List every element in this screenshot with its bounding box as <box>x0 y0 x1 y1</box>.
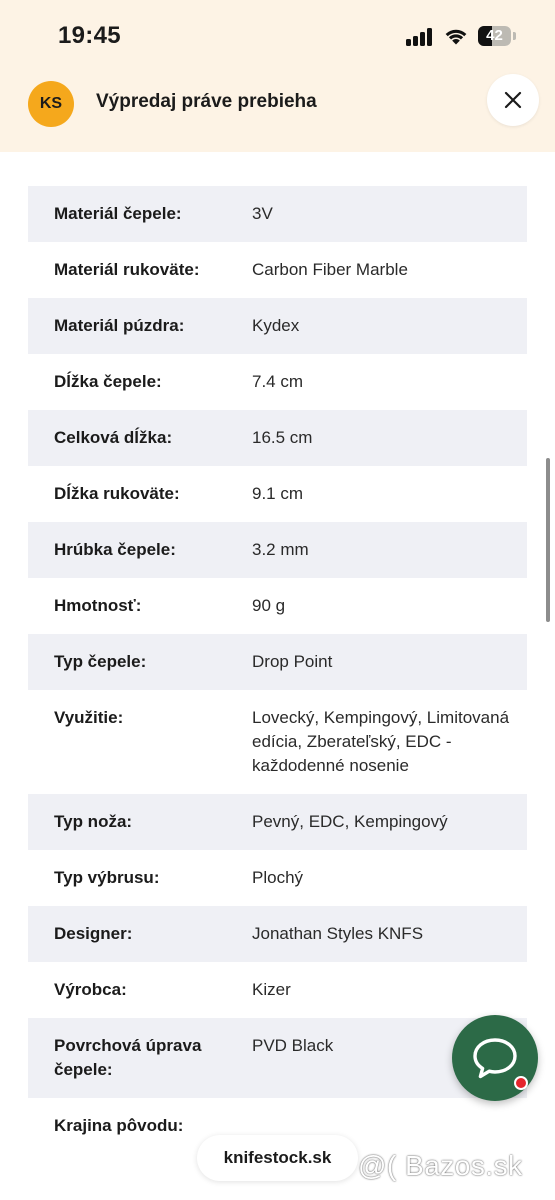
spec-value: 9.1 cm <box>252 484 304 503</box>
spec-row <box>28 690 527 794</box>
page-scrollbar[interactable] <box>546 458 550 622</box>
spec-row <box>28 522 527 578</box>
spec-row <box>28 906 527 962</box>
spec-row <box>28 634 527 690</box>
spec-label: Materiál čepele: <box>54 204 182 223</box>
spec-value: 7.4 cm <box>252 372 304 391</box>
spec-row <box>28 962 527 1018</box>
banner-close-button[interactable] <box>487 74 539 126</box>
spec-label: Celková dĺžka: <box>54 428 173 447</box>
spec-label: Materiál púzdra: <box>54 316 185 335</box>
spec-value: Pevný, EDC, Kempingový <box>252 812 448 831</box>
bazos-watermark: @( Bazos.sk <box>358 1150 523 1181</box>
seller-avatar: KS <box>28 81 74 127</box>
spec-label: Dĺžka rukoväte: <box>54 484 180 503</box>
battery-level: 42 <box>486 27 503 44</box>
status-bar <box>0 0 555 62</box>
spec-value: Kizer <box>252 980 291 999</box>
spec-value: PVD Black <box>252 1036 334 1055</box>
spec-value: Plochý <box>252 868 304 887</box>
spec-label: Krajina pôvodu: <box>54 1116 184 1135</box>
spec-label: Využitie: <box>54 708 124 727</box>
spec-row <box>28 466 527 522</box>
spec-label: Hmotnosť: <box>54 596 142 615</box>
spec-table <box>28 186 527 1154</box>
spec-label: Typ noža: <box>54 812 133 831</box>
spec-label: Hrúbka čepele: <box>54 540 176 559</box>
spec-label: Designer: <box>54 924 133 943</box>
status-time: 19:45 <box>58 22 121 49</box>
wifi-icon <box>443 26 469 46</box>
spec-row <box>28 410 527 466</box>
spec-label: Povrchová úprava čepele: <box>54 1036 202 1079</box>
spec-value: Drop Point <box>252 652 333 671</box>
spec-label: Výrobca: <box>54 980 127 999</box>
spec-label: Typ čepele: <box>54 652 147 671</box>
spec-row <box>28 850 527 906</box>
spec-label: Materiál rukoväte: <box>54 260 200 279</box>
cellular-signal-icon <box>406 28 434 46</box>
spec-value: 3V <box>252 204 273 223</box>
spec-value: Kydex <box>252 316 300 335</box>
spec-value: 90 g <box>252 596 286 615</box>
sale-banner[interactable] <box>0 62 555 152</box>
spec-value: Jonathan Styles KNFS <box>252 924 424 943</box>
spec-row <box>28 578 527 634</box>
spec-row <box>28 298 527 354</box>
close-icon <box>503 90 523 110</box>
chat-button[interactable] <box>452 1015 538 1101</box>
browser-address-pill[interactable]: knifestock.sk <box>197 1135 358 1181</box>
spec-row <box>28 794 527 850</box>
spec-label: Dĺžka čepele: <box>54 372 162 391</box>
chat-bubble-icon <box>472 1037 518 1081</box>
battery-icon <box>478 26 516 46</box>
spec-row <box>28 186 527 242</box>
banner-title: Výpredaj práve prebieha <box>96 91 317 112</box>
spec-value: 3.2 mm <box>252 540 309 559</box>
spec-row <box>28 354 527 410</box>
spec-row <box>28 242 527 298</box>
spec-value: Carbon Fiber Marble <box>252 260 408 279</box>
notification-dot <box>514 1076 528 1090</box>
spec-value: Lovecký, Kempingový, Limitovaná edícia, Zberateľský, EDC - každodenné nosenie <box>252 708 510 775</box>
spec-value: 16.5 cm <box>252 428 313 447</box>
spec-label: Typ výbrusu: <box>54 868 160 887</box>
